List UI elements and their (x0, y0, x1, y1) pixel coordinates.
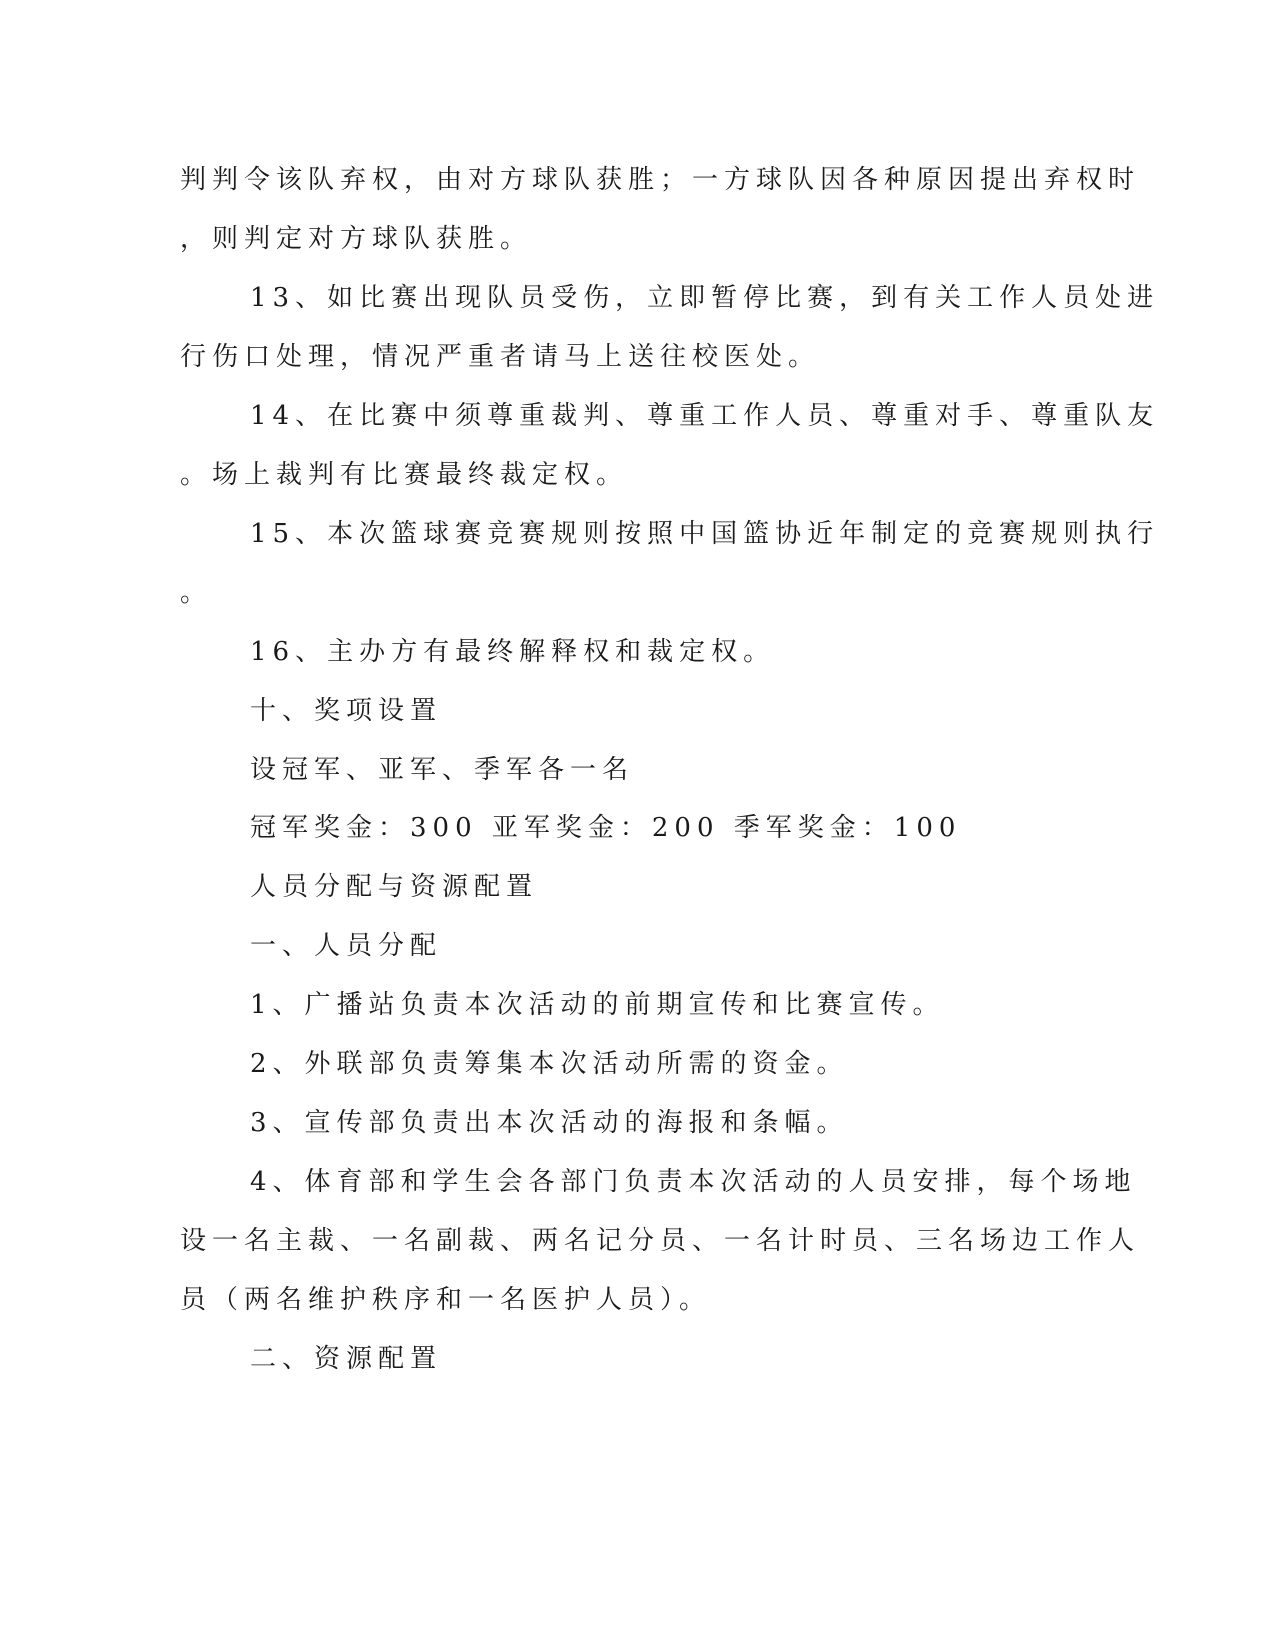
prize-money-line: 冠军奖金：300 亚军奖金：200 季军奖金：100 (250, 813, 962, 843)
rule-13-line: 13、如比赛出现队员受伤，立即暂停比赛，到有关工作人员处进 (250, 283, 1160, 313)
paragraph-line: ，则判定对方球队获胜。 (180, 224, 533, 254)
paragraph-line: 员（两名维护秩序和一名医护人员）。 (180, 1285, 712, 1315)
paragraph-line: 行伤口处理，情况严重者请马上送往校医处。 (180, 342, 821, 372)
personnel-item-4: 4、体育部和学生会各部门负责本次活动的人员安排，每个场地 (250, 1167, 1137, 1197)
rule-14-line: 14、在比赛中须尊重裁判、尊重工作人员、尊重对手、尊重队友 (250, 401, 1160, 431)
paragraph-line: 。 (180, 578, 213, 608)
paragraph-line: 设一名主裁、一名副裁、两名记分员、一名计时员、三名场边工作人 (180, 1226, 1141, 1256)
section-heading-staffing: 人员分配与资源配置 (250, 872, 539, 902)
subsection-heading-personnel: 一、人员分配 (250, 931, 443, 961)
rule-15-line: 15、本次篮球赛竞赛规则按照中国篮协近年制定的竞赛规则执行 (250, 519, 1160, 549)
personnel-item-2: 2、外联部负责筹集本次活动所需的资金。 (250, 1049, 849, 1079)
personnel-item-3: 3、宣传部负责出本次活动的海报和条幅。 (250, 1108, 849, 1138)
rule-16-line: 16、主办方有最终解释权和裁定权。 (250, 637, 776, 667)
paragraph-line: 判判令该队弃权，由对方球队获胜；一方球队因各种原因提出弃权时 (180, 165, 1141, 195)
paragraph-line: 。场上裁判有比赛最终裁定权。 (180, 460, 629, 490)
subsection-heading-resources: 二、资源配置 (250, 1344, 443, 1374)
section-heading-awards: 十、奖项设置 (250, 696, 443, 726)
personnel-item-1: 1、广播站负责本次活动的前期宣传和比赛宣传。 (250, 990, 945, 1020)
awards-line: 设冠军、亚军、季军各一名 (250, 755, 635, 785)
